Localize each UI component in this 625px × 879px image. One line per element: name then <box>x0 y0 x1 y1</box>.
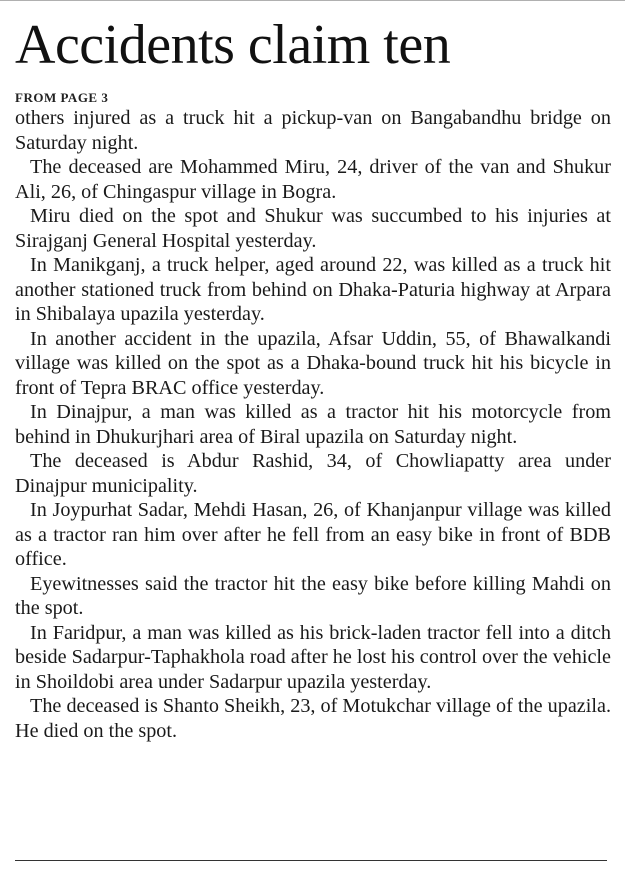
headline: Accidents claim ten <box>15 14 451 76</box>
paragraph: The deceased are Mohammed Miru, 24, driver of the van and Shukur Ali, 26, of Chingaspur village in Bogra. <box>15 156 611 203</box>
paragraph: others injured as a truck hit a pickup-van on Bangabandhu bridge on Saturday night. <box>15 107 611 154</box>
paragraph: In another accident in the upazila, Afsar Uddin, 55, of Bhawalkandi village was killed on the spot as a Dhaka-bound truck hit his bicycle in front of Tepra BRAC office yesterday. <box>15 327 611 399</box>
bottom-rule <box>15 860 607 861</box>
paragraph: In Faridpur, a man was killed as his brick-laden tractor fell into a ditch beside Sadarpur-Taphakhola road after he lost his control over the vehicle in Shoildobi area under Sadarpur upazila yesterday. <box>15 621 611 693</box>
article-body <box>15 106 611 743</box>
paragraph: The deceased is Abdur Rashid, 34, of Chowliapatty area under Dinajpur municipality. <box>15 450 611 497</box>
paragraph: Eyewitnesses said the tractor hit the easy bike before killing Mahdi on the spot. <box>15 572 611 619</box>
dateline: FROM PAGE 3 <box>15 90 109 105</box>
top-rule <box>0 0 625 1</box>
paragraph: In Joypurhat Sadar, Mehdi Hasan, 26, of Khanjanpur village was killed as a tractor ran him over after he fell from an easy bike in front of BDB office. <box>15 499 611 570</box>
paragraph: In Dinajpur, a man was killed as a tractor hit his motorcycle from behind in Dhukurjhari area of Biral upazila on Saturday night. <box>15 401 611 448</box>
paragraph: Miru died on the spot and Shukur was succumbed to his injuries at Sirajganj General Hospital yesterday. <box>15 205 611 252</box>
paragraph: In Manikganj, a truck helper, aged around 22, was killed as a truck hit another stationed truck from behind on Dhaka-Paturia highway at Arpara in Shibalaya upazila yesterday. <box>15 254 611 325</box>
article <box>15 10 611 743</box>
paragraph: The deceased is Shanto Sheikh, 23, of Motukchar village of the upazila. He died on the spot. <box>15 695 611 742</box>
